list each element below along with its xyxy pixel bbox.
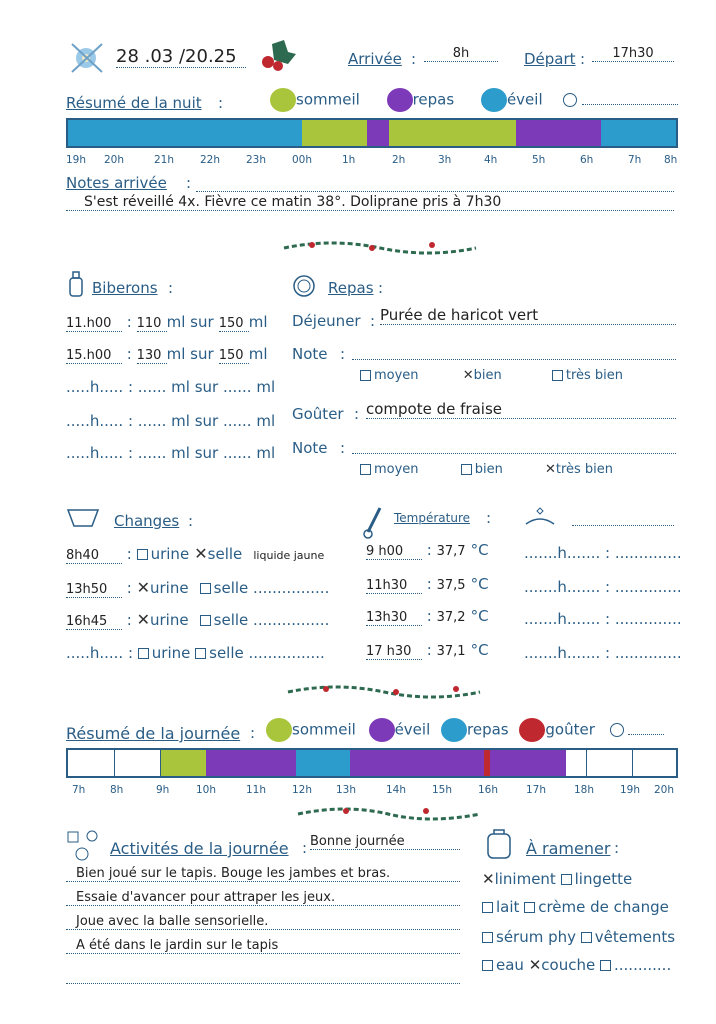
sleep-swatch xyxy=(270,88,296,112)
changes-title: Changes xyxy=(114,512,180,530)
day-legend: sommeil éveil repas goûter xyxy=(266,718,664,742)
night-time-labels: 19h 20h 21h 22h 23h 00h 1h 2h 3h 4h 5h 6h 7h 8h xyxy=(66,154,678,166)
arrival-label: Arrivée xyxy=(348,50,402,68)
activities-title: Activités de la journée xyxy=(110,839,289,858)
care-row[interactable]: .......h....... : .............. xyxy=(524,610,682,628)
temp-row[interactable]: 13h30 : 37,2 °C xyxy=(366,607,489,625)
snack-note-input[interactable] xyxy=(352,440,676,454)
lunch-note-input[interactable] xyxy=(352,346,676,360)
care-row[interactable]: .......h....... : .............. xyxy=(524,544,682,562)
bring-row[interactable]: lait crème de change xyxy=(482,898,669,916)
lunch-label: Déjeuner xyxy=(292,312,361,330)
departure-label: Départ xyxy=(524,50,576,68)
bring-row[interactable]: sérum phy vêtements xyxy=(482,928,675,946)
care-row[interactable]: .......h....... : .............. xyxy=(524,644,682,662)
meal-swatch xyxy=(387,88,413,112)
bottles-title: Biberons xyxy=(92,279,158,297)
meals-title: Repas xyxy=(328,279,374,297)
holly-icon xyxy=(254,38,298,74)
day-time-labels: 7h 8h 9h 10h 11h 12h 13h 14h 15h 16h 17h 18h 19h 20h xyxy=(72,784,675,796)
temp-row[interactable]: 11h30 : 37,5 °C xyxy=(366,575,489,593)
bring-row[interactable]: ✕liniment lingette xyxy=(482,870,633,888)
bottle-icon xyxy=(66,270,86,298)
night-legend: sommeil repas éveil xyxy=(270,88,678,112)
bottle-row[interactable]: 15.h00 : 130 ml sur 150 ml xyxy=(66,345,268,363)
lunch-rating[interactable]: moyen ✕bien très bien xyxy=(360,368,623,383)
change-row[interactable]: 16h45 : ✕urine selle ................ xyxy=(66,610,330,629)
awake-swatch xyxy=(369,718,395,742)
date[interactable]: 28 .03 /20.25 xyxy=(116,46,246,68)
snack-rating[interactable]: moyen bien ✕très bien xyxy=(360,462,613,477)
lunch-note-label: Note xyxy=(292,345,328,363)
snowflake-icon xyxy=(66,38,110,78)
day-summary-title: Résumé de la journée xyxy=(66,724,241,743)
temperature-title: Température xyxy=(394,511,471,525)
notes-text[interactable]: S'est réveillé 4x. Fièvre ce matin 38°. Doliprane pris à 7h30 xyxy=(66,194,674,211)
change-row[interactable]: 8h40 : urine ✕selle liquide jaune xyxy=(66,544,325,563)
bring-title: À ramener xyxy=(526,839,611,858)
notes-label: Notes arrivée xyxy=(66,174,167,192)
meal-swatch xyxy=(441,718,467,742)
activity-line[interactable] xyxy=(66,968,460,984)
change-row[interactable]: 13h50 : ✕urine selle ................ xyxy=(66,578,330,597)
bottle-row[interactable]: .....h..... : ...... ml sur ...... ml xyxy=(66,412,276,430)
snack-input[interactable]: compote de fraise xyxy=(366,400,676,419)
garland-icon xyxy=(286,680,482,704)
snack-label: Goûter xyxy=(292,405,344,423)
awake-swatch xyxy=(481,88,507,112)
activities-headline[interactable]: Bonne journée xyxy=(310,834,460,850)
bring-row[interactable]: eau ✕couche ............ xyxy=(482,956,671,974)
care-hands-icon xyxy=(522,504,558,532)
bottle-row[interactable]: .....h..... : ...... ml sur ...... ml xyxy=(66,444,276,462)
sleep-swatch xyxy=(266,718,292,742)
activity-line[interactable]: Bien joué sur le tapis. Bouge les jambes et bras. xyxy=(66,866,460,882)
day-timeline[interactable] xyxy=(66,748,678,778)
garland-icon xyxy=(296,802,482,826)
temp-row[interactable]: 17 h30 : 37,1 °C xyxy=(366,641,489,659)
backpack-icon xyxy=(482,826,516,860)
activity-line[interactable]: Essaie d'avancer pour attraper les jeux. xyxy=(66,890,460,906)
lunch-input[interactable]: Purée de haricot vert xyxy=(380,306,676,325)
diaper-icon xyxy=(66,506,100,530)
bottle-row[interactable]: 11.h00 : 110 ml sur 150 ml xyxy=(66,313,268,331)
night-timeline[interactable] xyxy=(66,118,678,148)
arrival-input[interactable]: 8h xyxy=(424,46,498,62)
plate-icon xyxy=(290,274,318,298)
activity-line[interactable]: Joue avec la balle sensorielle. xyxy=(66,914,460,930)
garland-icon xyxy=(282,236,478,260)
toys-icon xyxy=(66,828,100,862)
care-row[interactable]: .......h....... : .............. xyxy=(524,578,682,596)
snack-note-label: Note xyxy=(292,439,328,457)
thermometer-icon xyxy=(362,506,386,540)
snack-swatch xyxy=(519,718,545,742)
activity-line[interactable]: A été dans le jardin sur le tapis xyxy=(66,938,460,954)
bottle-row[interactable]: .....h..... : ...... ml sur ...... ml xyxy=(66,378,276,396)
night-summary-title: Résumé de la nuit xyxy=(66,94,202,112)
change-row[interactable]: .....h..... : urine selle ................ xyxy=(66,644,325,662)
temp-row[interactable]: 9 h00 : 37,7 °C xyxy=(366,541,489,559)
departure-input[interactable]: 17h30 xyxy=(592,46,674,62)
care-title-input[interactable] xyxy=(572,512,674,526)
